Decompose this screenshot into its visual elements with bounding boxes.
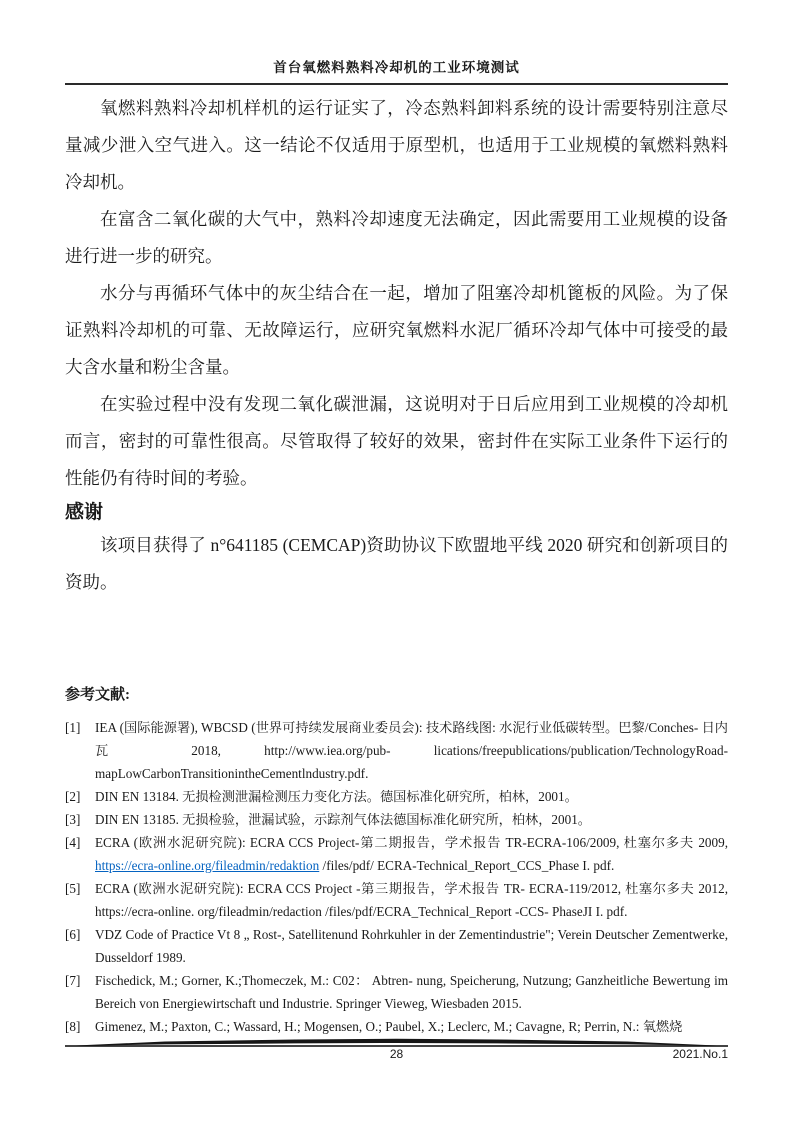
reference-number: [6]	[65, 927, 81, 942]
paragraph-conclusion-1: 氧燃料熟料冷却机样机的运行证实了，冷态熟料卸料系统的设计需要特别注意尽量减少泄入空气进入。这一结论不仅适用于原型机，也适用于工业规模的氧燃料熟料冷却机。	[65, 98, 728, 192]
reference-text: Gimenez, M.; Paxton, C.; Wassard, H.; Mogensen, O.; Paubel, X.; Leclerc, M.; Cavagne, R; Perrin, N.: 氧燃烧	[95, 1019, 683, 1034]
reference-item	[65, 923, 728, 969]
reference-number: [3]	[65, 812, 81, 827]
paragraph-conclusion-3: 水分与再循环气体中的灰尘结合在一起，增加了阻塞冷却机篦板的风险。为了保证熟料冷却机的可靠、无故障运行，应研究氧燃料水泥厂循环冷却气体中可接受的最大含水量和粉尘含量。	[65, 283, 728, 377]
reference-number: [5]	[65, 881, 81, 896]
paragraph-conclusion-4: 在实验过程中没有发现二氧化碳泄漏，这说明对于日后应用到工业规模的冷却机而言，密封的可靠性很高。尽管取得了较好的效果，密封件在实际工业条件下运行的性能仍有待时间的考验。	[65, 394, 728, 488]
page-number: 28	[389, 1047, 404, 1061]
reference-text: DIN EN 13184. 无损检测泄漏检测压力变化方法。德国标准化研究所，柏林，2001。	[95, 789, 578, 804]
reference-number: [2]	[65, 789, 81, 804]
reference-text-after-link: /files/pdf/ ECRA-Technical_Report_CCS_Phase I. pdf.	[319, 858, 615, 873]
reference-number: [1]	[65, 720, 81, 735]
issue-label: 2021.No.1	[672, 1047, 728, 1061]
page-footer	[65, 1047, 728, 1063]
reference-text: ECRA (欧洲水泥研究院): ECRA CCS Project -第三期报告，学术报告 TR- ECRA-119/2012, 杜塞尔多夫 2012, https://ecra-online. org/fileadmin/redaction /files/pdf/ECRA_Technical_Report -CCS- PhaseJI I. pdf.	[95, 881, 728, 919]
acknowledgement-heading: 感谢	[65, 502, 104, 523]
reference-number: [7]	[65, 973, 81, 988]
reference-item	[65, 877, 728, 923]
footer-decorative-rule	[65, 1035, 728, 1045]
ecra-fileadmin-link[interactable]: https://ecra-online.org/fileadmin/redaktion	[95, 858, 320, 873]
running-header-title: 首台氧燃料熟料冷却机的工业环境测试	[273, 60, 520, 75]
reference-text: IEA (国际能源署), WBCSD (世界可持续发展商业委员会): 技术路线图: 水泥行业低碳转型。巴黎/Conches- 日内瓦 2018, http://www.iea.org/pub- lications/freepublications/publication/TechnologyRoad-mapLowCarbonTransitionintheCementlndustry.pdf.	[95, 720, 728, 781]
references-list	[65, 716, 728, 1038]
reference-text: DIN EN 13185. 无损检验，泄漏试验，示踪剂气体法德国标准化研究所，柏林，2001。	[95, 812, 591, 827]
acknowledgement-text: 该项目获得了 n°641185 (CEMCAP)资助协议下欧盟地平线 2020 研究和创新项目的资助。	[65, 535, 728, 592]
reference-number: [4]	[65, 835, 81, 850]
reference-text: VDZ Code of Practice Vt 8 „ Rost-, Satellitenund Rohrkuhler in der Zementindustrie"; Verein Deutscher Zementwerke, Dusseldorf 1989.	[95, 927, 728, 965]
running-header	[65, 56, 728, 85]
reference-item	[65, 716, 728, 785]
reference-item	[65, 785, 728, 808]
content-area	[65, 0, 728, 1038]
reference-text-before-link: ECRA (欧洲水泥研究院): ECRA CCS Project-第二期报告，学术报告 TR-ECRA-106/2009, 杜塞尔多夫 2009,	[95, 835, 728, 850]
reference-item	[65, 831, 728, 877]
body-text	[65, 90, 728, 1038]
reference-number: [8]	[65, 1019, 81, 1034]
paragraph-conclusion-2: 在富含二氧化碳的大气中，熟料冷却速度无法确定，因此需要用工业规模的设备进行进一步的研究。	[65, 209, 728, 266]
reference-text: Fischedick, M.; Gorner, K.;Thomeczek, M.: C02： Abtren- nung, Speicherung, Nutzung; Ganzheitliche Bewertung im Bereich von Energiewirtschaft und Industrie. Springer Vieweg, Wiesbaden 2015.	[95, 973, 728, 1011]
reference-item	[65, 969, 728, 1015]
references-heading: 参考文献:	[65, 687, 130, 703]
reference-item	[65, 808, 728, 831]
